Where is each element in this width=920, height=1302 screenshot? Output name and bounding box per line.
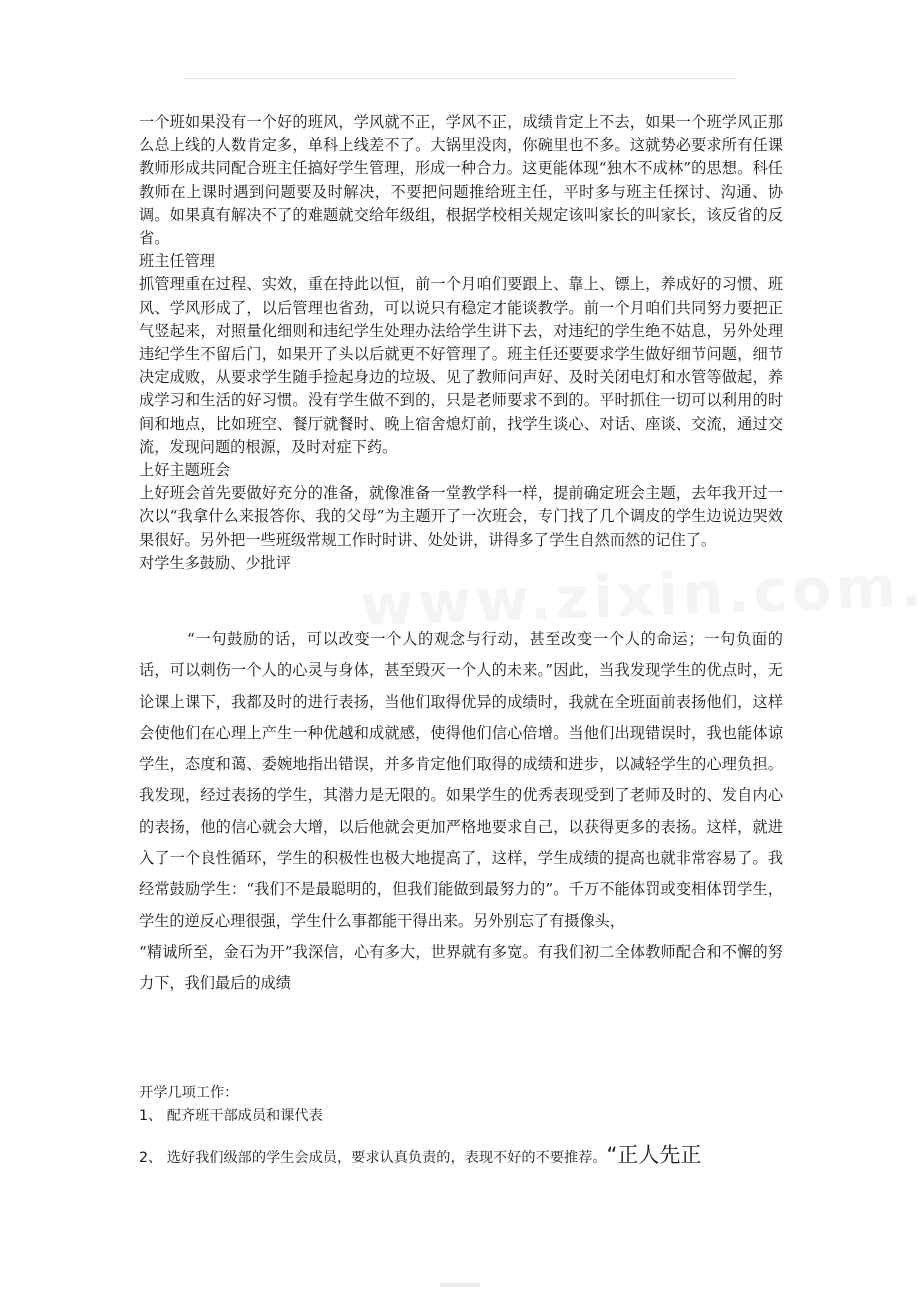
document-body-tasks [139,1082,783,1173]
heading-encourage-students: 对学生多鼓励、少批评 [139,553,291,572]
heading-theme-class-meeting: 上好主题班会 [139,461,231,480]
paragraph-management: 抓管理重在过程、实效，重在持此以恒，前一个月咱们要跟上、靠上、镖上，养成好的习惯、班风、学风形成了，以后管理也省劲，可以说只有稳定才能谈教学。前一个月咱们共同努力要把正气竖起来，对照量化细则和违纪学生处理办法给学生讲下去，对违纪的学生绝不姑息，另外处理违纪学生不留后门，如果开了头以后就更不好管理了。班主任还要要求学生做好细节问题，细节决定成败，从要求学生随手捡起身边的垃圾、见了教师问声好、及时关闭电灯和水管等做起，养成学习和生活的好习惯。没有学生做不到的，只是老师要求不到的。平时抓住一切可以利用的时间和地点，比如班空、餐厅就餐时、晚上宿舍熄灯前，找学生谈心、对话、座谈、交流，通过交流，发现问题的根源，及时对症下药。 [139,275,783,456]
paragraph-sincerity: “精诚所至，金石为开”我深信，心有多大，世界就有多宽。有我们初二全体教师配合和不懈的努力下，我们最后的成绩 [139,942,783,993]
document-body-top [139,111,783,575]
footer-mark [440,1283,480,1287]
heading-opening-tasks: 开学几项工作： [139,1085,239,1101]
task-item-2 [139,1140,783,1173]
task-item-1: 1、 配齐班干部成员和课代表 [139,1108,323,1125]
header-rule [183,78,737,79]
paragraph-class-atmosphere: 一个班如果没有一个好的班风，学风就不正，学风不正，成绩肯定上不去，如果一个班学风正那么总上线的人数肯定多，单科上线差不了。大锅里没肉，你碗里也不多。这就势必要求所有任课教师形成共同配合班主任搞好学生管理，形成一种合力。这更能体现“独木不成林”的思想。科任教师在上课时遇到问题要及时解决，不要把问题推给班主任，平时多与班主任探讨、沟通、协调。如果真有解决不了的难题就交给年级组，根据学校相关规定该叫家长的叫家长，该反省的反省。 [139,113,783,248]
paragraph-class-meeting: 上好班会首先要做好充分的准备，就像准备一堂教学科一样，提前确定班会主题，去年我开过一次以“我拿什么来报答你、我的父母”为主题开了一次班会，专门找了几个调皮的学生边说边哭效果很好。另外把一些班级常规工作时时讲、处处讲，讲得多了学生自然而然的记住了。 [139,484,783,549]
document-body-encourage [139,624,783,1000]
heading-head-teacher-management: 班主任管理 [139,252,215,271]
task-item-2-text: 2、 选好我们级部的学生会成员，要求认真负责的，表现不好的不要推荐。 [139,1150,607,1167]
paragraph-encouragement: “一句鼓励的话，可以改变一个人的观念与行动，甚至改变一个人的命运；一句负面的话，可以刺伤一个人的心灵与身体，甚至毁灭一个人的未来。”因此，当我发现学生的优点时，无论课上课下，我都及时的进行表扬，当他们取得优异的成绩时，我就在全班面前表扬他们，这样会使他们在心理上产生一种优越和成就感，使得他们信心倍增。当他们出现错误时，我也能体谅学生，态度和蔼、委婉地指出错误，并多肯定他们取得的成绩和进步，以减轻学生的心理负担。我发现，经过表扬的学生，其潜力是无限的。如果学生的优秀表现受到了老师及时的、发自内心的表扬，他的信心就会大增，以后他就会更加严格地要求自己，以获得更多的表扬。这样，就进入了一个良性循环，学生的积极性也极大地提高了，这样，学生成绩的提高也就非常容易了。我经常鼓励学生：“我们不是最聪明的，但我们能做到最努力的”。千万不能体罚或变相体罚学生，学生的逆反心理很强，学生什么事都能干得出来。另外别忘了有摄像头， [139,630,783,930]
task-item-2-tail: “正人先正 [606,1143,702,1168]
